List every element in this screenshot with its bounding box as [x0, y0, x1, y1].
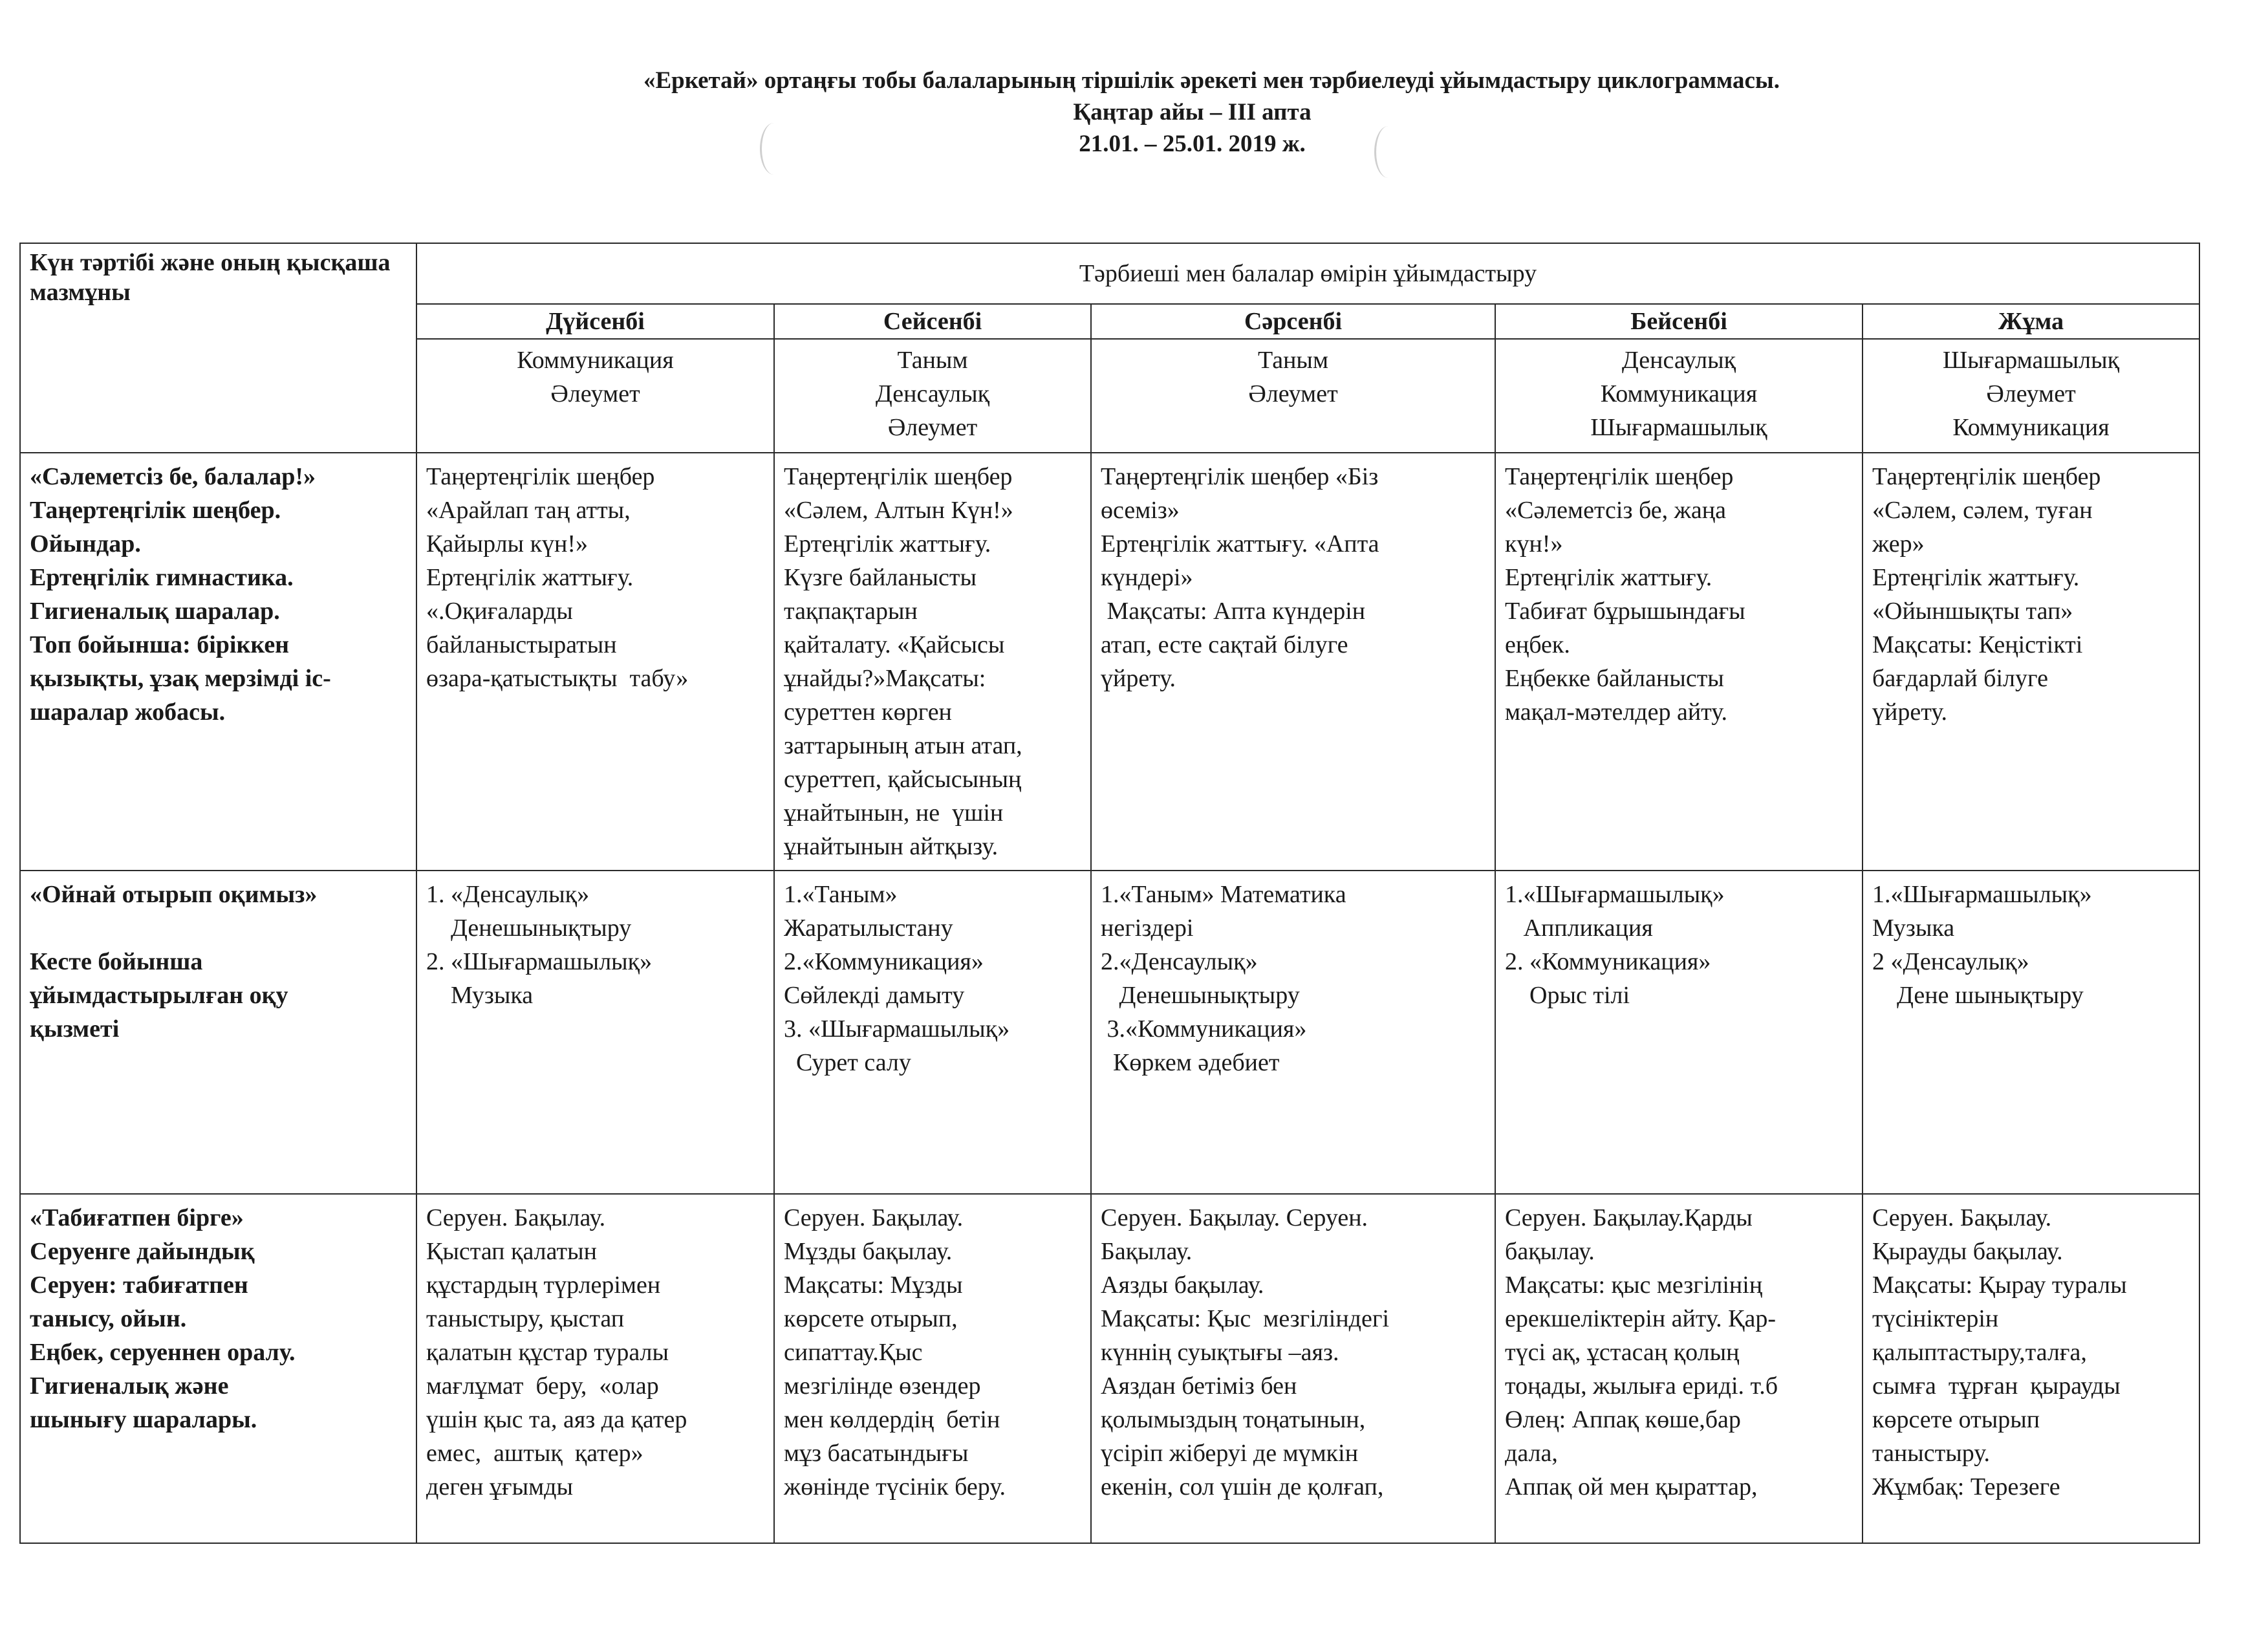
activity-line: 2. «Коммуникация» — [1505, 948, 1711, 975]
section-label-line: «Сәлеметсіз бе, балалар!» — [30, 463, 316, 490]
activity-line: үшін қыс та, аяз да қатер — [426, 1406, 687, 1433]
activity-line: сипаттау.Қыс — [784, 1339, 923, 1366]
activity-line: бақылау. — [1505, 1238, 1595, 1265]
section-label-line: Ертеңгілік гимнастика. — [30, 564, 294, 591]
activity-line: заттарының атын атап, — [784, 732, 1022, 759]
activity-line: Музыка — [1872, 915, 1955, 942]
activity-line: ерекшеліктерін айту. Қар- — [1505, 1305, 1777, 1332]
document-title — [0, 65, 2268, 160]
section-label-line — [30, 911, 407, 945]
activity-line: тақпақтарын — [784, 598, 918, 625]
day-column-header — [1091, 304, 1495, 453]
section-label-line: қызметі — [30, 1015, 120, 1043]
education-area: Коммуникация — [517, 347, 674, 374]
activity-line: мұз басатындығы — [784, 1440, 969, 1467]
activity-line: қолымыздың тоңатынын, — [1101, 1406, 1366, 1433]
activity-cell — [416, 871, 774, 1194]
title-line-2: Қаңтар айы – ІІІ апта — [1073, 99, 1312, 125]
scan-mark — [760, 123, 788, 175]
section-label-line: шынығу шаралары. — [30, 1406, 257, 1433]
activity-cell — [774, 871, 1091, 1194]
activity-line: Көркем әдебиет — [1101, 1049, 1280, 1076]
section-label-line: Серуен: табиғатпен — [30, 1272, 248, 1299]
day-name: Бейсенбі — [1496, 305, 1862, 340]
activity-line: 2.«Коммуникация» — [784, 948, 984, 975]
section-label-line: шаралар жобасы. — [30, 698, 226, 726]
activity-line: Ертеңгілік жаттығу. — [784, 530, 991, 558]
activity-line: 1.«Шығармашылық» — [1505, 881, 1725, 908]
activity-line: Табиғат бұрышындағы — [1505, 598, 1745, 625]
section-label-line: Таңертеңгілік шеңбер. — [30, 497, 281, 524]
section-label-line: танысу, ойын. — [30, 1305, 187, 1332]
activity-line: таныстыру. — [1872, 1440, 1991, 1467]
education-area: Денсаулық — [1621, 347, 1736, 374]
activity-line: Мақсаты: Кеңістікті — [1872, 631, 2083, 658]
activity-line: Аязды бақылау. — [1101, 1272, 1264, 1299]
activity-line: Мақсаты: Қыс мезгіліндегі — [1101, 1305, 1389, 1332]
activity-line: Аппликация — [1505, 915, 1653, 942]
activity-line: Еңбекке байланысты — [1505, 665, 1724, 692]
activity-line: «Сәлеметсіз бе, жаңа — [1505, 497, 1726, 524]
activity-line: үйрету. — [1872, 698, 1948, 726]
section-label-line: ұйымдастырылған оқу — [30, 982, 288, 1009]
scan-mark — [1374, 126, 1402, 178]
activity-cell — [1091, 1194, 1495, 1543]
activity-line: көрсете отырып — [1872, 1406, 2040, 1433]
activity-line: «Арайлап таң атты, — [426, 497, 631, 524]
education-area: Шығармашылық — [1942, 347, 2120, 374]
activity-cell — [1863, 453, 2199, 871]
activity-line: Ертеңгілік жаттығу. «Апта — [1101, 530, 1379, 558]
section-label-line: Гигиеналық және — [30, 1372, 229, 1400]
activity-line: Қайырлы күн!» — [426, 530, 589, 558]
activity-line: Мақсаты: қыс мезгілінің — [1505, 1272, 1763, 1299]
education-area: Коммуникация — [1952, 414, 2110, 441]
education-area: Әлеумет — [1248, 380, 1338, 407]
activity-line: Серуен. Бақылау. Серуен. — [1101, 1204, 1368, 1231]
activity-line: Жұмбақ: Терезеге — [1872, 1473, 2060, 1500]
activity-line: Ертеңгілік жаттығу. — [1872, 564, 2080, 591]
activity-line: Таңертеңгілік шеңбер — [784, 463, 1013, 490]
activity-line: Қыстап қалатын — [426, 1238, 597, 1265]
activity-line: Сөйлекді дамыту — [784, 982, 965, 1009]
activity-line: Таңертеңгілік шеңбер — [426, 463, 655, 490]
activity-line: еңбек. — [1505, 631, 1570, 658]
education-area: Денсаулық — [875, 380, 990, 407]
section-label-line: Кесте бойынша — [30, 948, 203, 975]
activity-line: мағлұмат беру, «олар — [426, 1372, 659, 1400]
section-label-line: Ойындар. — [30, 530, 141, 558]
activity-cell — [1495, 453, 1863, 871]
activity-line: «.Оқиғаларды — [426, 598, 573, 625]
activity-cell — [774, 1194, 1091, 1543]
activity-line: түсініктерін — [1872, 1305, 1999, 1332]
activity-cell — [1091, 453, 1495, 871]
activity-line: екенін, сол үшін де қолғап, — [1101, 1473, 1384, 1500]
day-name: Дүйсенбі — [417, 305, 773, 340]
activity-line: Таңертеңгілік шеңбер — [1872, 463, 2101, 490]
activity-line: өзара-қатыстықты табу» — [426, 665, 689, 692]
activity-line: ұнайтынын, не үшін — [784, 799, 1004, 827]
activity-line: ұнайды?»Мақсаты: — [784, 665, 986, 692]
activity-line: Серуен. Бақылау. — [784, 1204, 964, 1231]
activity-line: сымға тұрған қырауды — [1872, 1372, 2121, 1400]
activity-line: Дене шынықтыру — [1872, 982, 2084, 1009]
activity-line: дала, — [1505, 1440, 1558, 1467]
activity-line: Бақылау. — [1101, 1238, 1193, 1265]
section-label-line: Еңбек, серуеннен оралу. — [30, 1339, 296, 1366]
activity-line: 2.«Денсаулық» — [1101, 948, 1258, 975]
section-label — [20, 453, 416, 871]
activity-cell — [774, 453, 1091, 871]
activity-line: бағдарлай білуге — [1872, 665, 2048, 692]
activity-line: үсіріп жіберуі де мүмкін — [1101, 1440, 1359, 1467]
activity-line: негіздері — [1101, 915, 1194, 942]
activity-line: Серуен. Бақылау. — [1872, 1204, 2052, 1231]
education-area: Әлеумет — [550, 380, 640, 407]
day-column-header — [1495, 304, 1863, 453]
activity-line: көрсете отырып, — [784, 1305, 958, 1332]
activity-line: түсі ақ, ұстасаң қолың — [1505, 1339, 1740, 1366]
activity-line: 3. «Шығармашылық» — [784, 1015, 1010, 1043]
education-area: Әлеумет — [887, 414, 978, 441]
section-label-line: «Табиғатпен бірге» — [30, 1204, 244, 1231]
activity-line: Мақсаты: Қырау туралы — [1872, 1272, 2127, 1299]
activity-line: байланыстыратын — [426, 631, 617, 658]
activity-line: өсеміз» — [1101, 497, 1180, 524]
activity-line: «Сәлем, Алтын Күн!» — [784, 497, 1013, 524]
day-name: Сейсенбі — [775, 305, 1090, 340]
day-column-header — [416, 304, 774, 453]
corner-header: Күн тәртібі және оның қысқаша мазмұны — [20, 243, 416, 453]
education-area: Таным — [1257, 347, 1329, 374]
title-line-3: 21.01. – 25.01. 2019 ж. — [1079, 131, 1306, 157]
activity-line: қалыптастыру,талға, — [1872, 1339, 2087, 1366]
activity-line: мен көлдердің бетін — [784, 1406, 1000, 1433]
section-label-line: Серуенге дайындық — [30, 1238, 255, 1265]
activity-line: 2. «Шығармашылық» — [426, 948, 653, 975]
section-label — [20, 871, 416, 1194]
activity-line: Денешынықтыру — [426, 915, 632, 942]
activity-line: емес, аштық қатер» — [426, 1440, 643, 1467]
activity-line: үйрету. — [1101, 665, 1176, 692]
activity-line: қайталату. «Қайсысы — [784, 631, 1005, 658]
activity-line: мезгілінде өзендер — [784, 1372, 981, 1400]
activity-cell — [416, 453, 774, 871]
title-line-1: «Еркетай» ортаңғы тобы балаларының тіршілік әрекеті мен тәрбиелеуді ұйымдастыру циклограммасы. — [643, 67, 1780, 94]
activity-line: Ертеңгілік жаттығу. — [426, 564, 634, 591]
activity-line: 1.«Таным» — [784, 881, 898, 908]
activity-cell — [1091, 871, 1495, 1194]
section-label-line: Гигиеналық шаралар. — [30, 598, 280, 625]
activity-cell — [1495, 1194, 1863, 1543]
activity-line: 3.«Коммуникация» — [1101, 1015, 1307, 1043]
activity-line: Серуен. Бақылау. — [426, 1204, 606, 1231]
day-column-header — [774, 304, 1091, 453]
activity-line: 1.«Шығармашылық» — [1872, 881, 2092, 908]
activity-line: 1.«Таным» Математика — [1101, 881, 1346, 908]
activity-line: күндері» — [1101, 564, 1193, 591]
education-area: Әлеумет — [1986, 380, 2076, 407]
activity-line: Орыс тілі — [1505, 982, 1630, 1009]
activity-line: Аппақ ой мен қыраттар, — [1505, 1473, 1758, 1500]
activity-line: Қырауды бақылау. — [1872, 1238, 2063, 1265]
activity-line: суреттен көрген — [784, 698, 952, 726]
section-label-line: қызықты, ұзақ мерзімді іс- — [30, 665, 331, 692]
education-area: Шығармашылық — [1590, 414, 1767, 441]
activity-line: тоңады, жылыға ериді. т.б — [1505, 1372, 1778, 1400]
activity-line: «Сәлем, сәлем, туған — [1872, 497, 2093, 524]
activity-line: Серуен. Бақылау.Қарды — [1505, 1204, 1753, 1231]
activity-line: Өлең: Аппақ көше,бар — [1505, 1406, 1741, 1433]
activity-line: жөнінде түсінік беру. — [784, 1473, 1006, 1500]
day-name: Сәрсенбі — [1092, 305, 1495, 340]
activity-line: Күзге байланысты — [784, 564, 977, 591]
activity-line: Денешынықтыру — [1101, 982, 1300, 1009]
activity-line: Музыка — [426, 982, 534, 1009]
education-area: Таным — [897, 347, 968, 374]
activity-line: 2 «Денсаулық» — [1872, 948, 2029, 975]
section-label — [20, 1194, 416, 1543]
activity-line: Таңертеңгілік шеңбер «Біз — [1101, 463, 1379, 490]
activity-line: Таңертеңгілік шеңбер — [1505, 463, 1734, 490]
activity-cell — [416, 1194, 774, 1543]
activity-line: жер» — [1872, 530, 1925, 558]
top-header: Тәрбиеші мен балалар өмірін ұйымдастыру — [416, 243, 2199, 304]
activity-line: Жаратылыстану — [784, 915, 953, 942]
activity-line: суреттеп, қайсысының — [784, 766, 1022, 793]
activity-line: қалатын құстар туралы — [426, 1339, 669, 1366]
activity-line: 1. «Денсаулық» — [426, 881, 590, 908]
activity-line: деген ұғымды — [426, 1473, 574, 1500]
education-area: Коммуникация — [1600, 380, 1758, 407]
activity-line: «Ойыншықты тап» — [1872, 598, 2073, 625]
activity-line: құстардың түрлерімен — [426, 1272, 661, 1299]
activity-line: Аяздан бетіміз бен — [1101, 1372, 1297, 1400]
activity-line: атап, есте сақтай білуге — [1101, 631, 1348, 658]
activity-cell — [1863, 1194, 2199, 1543]
activity-line: мақал-мәтелдер айту. — [1505, 698, 1727, 726]
activity-line: Сурет салу — [784, 1049, 911, 1076]
activity-line: күннің суықтығы –аяз. — [1101, 1339, 1339, 1366]
day-column-header — [1863, 304, 2199, 453]
section-label-line: Топ бойынша: біріккен — [30, 631, 290, 658]
activity-line: таныстыру, қыстап — [426, 1305, 625, 1332]
activity-line: Мұзды бақылау. — [784, 1238, 953, 1265]
schedule-table — [19, 243, 2200, 1544]
day-name: Жұма — [1863, 305, 2199, 340]
activity-cell — [1495, 871, 1863, 1194]
activity-line: ұнайтынын айтқызу. — [784, 833, 999, 860]
activity-line: Мақсаты: Мұзды — [784, 1272, 963, 1299]
activity-line: Мақсаты: Апта күндерін — [1101, 598, 1366, 625]
activity-line: Ертеңгілік жаттығу. — [1505, 564, 1712, 591]
activity-cell — [1863, 871, 2199, 1194]
section-label-line: «Ойнай отырып оқимыз» — [30, 881, 318, 908]
activity-line: күн!» — [1505, 530, 1563, 558]
